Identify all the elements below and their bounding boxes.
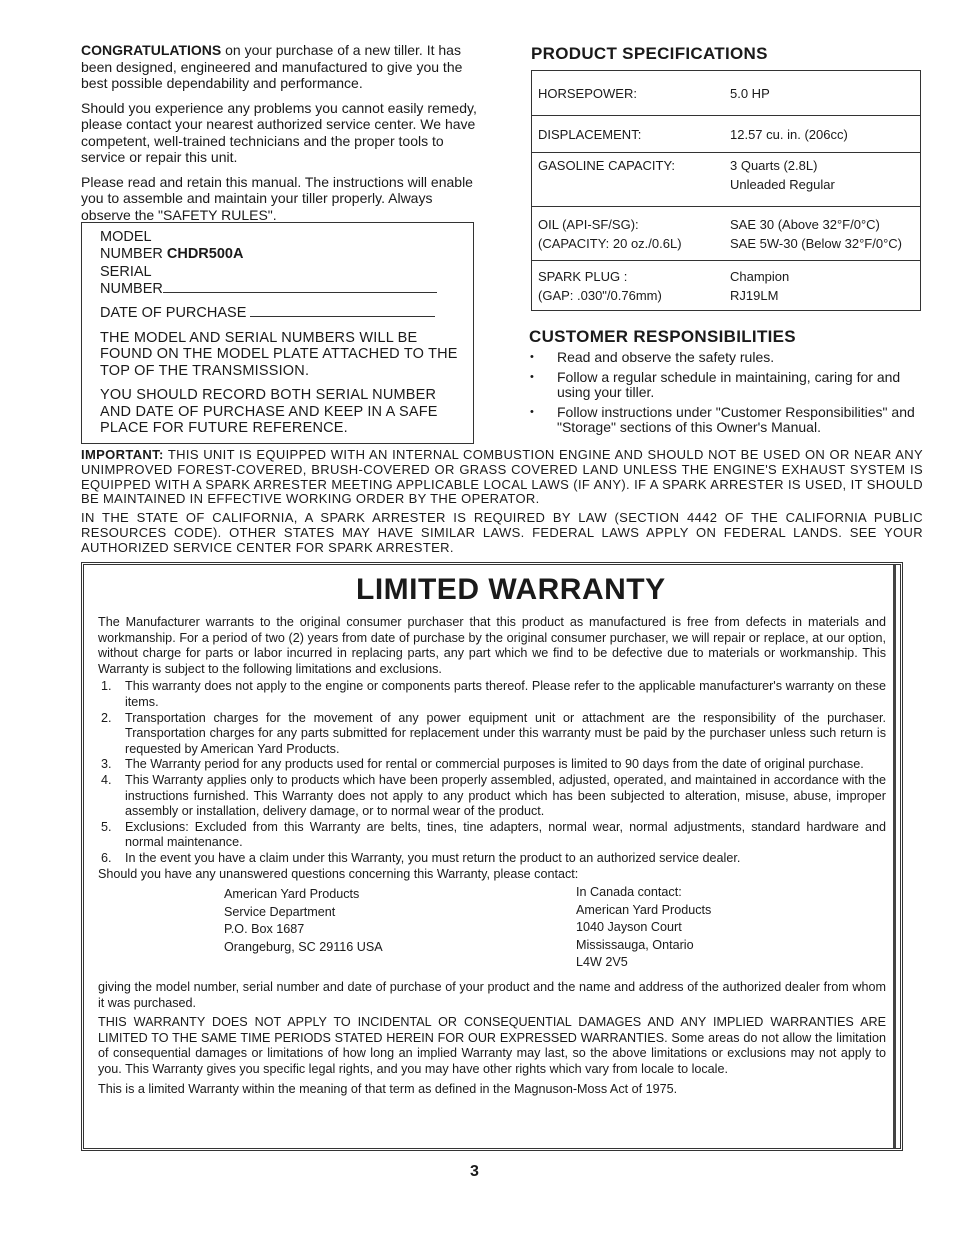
- contact-line: Should you have any unanswered questions concerning this Warranty, please contact:: [98, 866, 579, 881]
- plate-location-note: THE MODEL AND SERIAL NUMBERS WILL BE FOUND ON THE MODEL PLATE ATTACHED TO THE TOP OF THE TRANSMISSION.: [100, 329, 458, 379]
- list-item: • Follow instructions under "Customer Responsibilities" and "Storage" sections of this Owner's Manual.: [529, 405, 925, 436]
- model-number-label: NUMBER: [100, 245, 163, 262]
- model-number-row: [100, 246, 460, 263]
- spec-value: 12.57 cu. in. (206cc): [724, 116, 921, 153]
- serial-label: SERIAL: [100, 264, 152, 280]
- list-item: 5. Exclusions: Excluded from this Warranty are belts, tines, tine adapters, normal wear, normal adjustments, standard hardware and normal maintenance.: [101, 819, 886, 850]
- customer-responsibilities-title: CUSTOMER RESPONSIBILITIES: [529, 327, 796, 346]
- intro-text-1: on your purchase of a new tiller. It has been designed, engineered and manufactured to give you the best possible dependability and performance.: [81, 42, 463, 91]
- intro-paragraph-2: Should you experience any problems you cannot easily remedy, please contact your nearest authorized service center. We have competent, well-trained technicians and the proper tools to service or repair this unit.: [81, 99, 477, 165]
- serial-number-line: [163, 281, 437, 293]
- limited-warranty-box: [81, 562, 903, 1151]
- intro-paragraph-1: [81, 42, 479, 92]
- list-item: 4. This Warranty applies only to products which have been properly assembled, adjusted, operated, and maintained in accordance with the instructions furnished. This Warranty does not apply to any product which has been subjected to alteration, misuse, abuse, improper assembly or installation, delivery damage, or to normal wear of the product.: [101, 772, 886, 819]
- spec-row: [532, 116, 921, 153]
- product-specifications-title: PRODUCT SPECIFICATIONS: [531, 44, 768, 63]
- warranty-body: [98, 615, 886, 1099]
- warranty-disclaimer: THIS WARRANTY DOES NOT APPLY TO INCIDENTAL OR CONSEQUENTIAL DAMAGES AND ANY IMPLIED WARRANTIES ARE LIMITED TO THE SAME TIME PERIODS STATED HEREIN FOR OUR EXPRESSED WARRANTIES. Some areas do not allow the limitation of consequential damages or limitations of how long an implied Warranty may last, so the above limitations or exclusions may not apply to you. This Warranty gives you specific legal rights, and you may have other rights which vary from locale to locale.: [98, 1015, 886, 1077]
- intro-section: [81, 42, 479, 231]
- spec-key: SPARK PLUG : (GAP: .030"/0.76mm): [532, 261, 725, 311]
- spec-key: HORSEPOWER:: [538, 85, 637, 101]
- border-bar: [893, 565, 896, 1148]
- warranty-limitations-list: [98, 679, 886, 866]
- date-of-purchase-line: [250, 305, 435, 317]
- magnuson-moss-statement: This is a limited Warranty within the meaning of that term as defined in the Magnuson-Moss Act of 1975.: [98, 1081, 678, 1096]
- list-item: 2. Transportation charges for the movement of any power equipment unit or attachment are the responsibility of the purchaser. Transportation charges for any parts submitted for replacement under this warranty must be paid by the purchaser unless such return is requested by American Yard Products.: [101, 710, 886, 756]
- spec-key: OIL (API-SF/SG): (CAPACITY: 20 oz./0.6L): [532, 207, 725, 261]
- spec-row: [532, 153, 921, 207]
- warranty-intro: The Manufacturer warrants to the original consumer purchaser that this product as manufactured is free from defects in materials and workmanship. For a period of two (2) years from date of purchase by the original consumer purchaser, we will repair or replace, at our option, without charge for parts or labor incurred in replacing parts, any part which we find to be defective due to materials or workmanship. This Warranty is subject to the following limitations and exclusions.: [98, 615, 886, 676]
- spec-key: GASOLINE CAPACITY:: [532, 153, 725, 207]
- after-address-text: giving the model number, serial number and date of purchase of your product and the name and address of the authorized dealer from whom it was purchased.: [98, 980, 886, 1010]
- spec-value: Champion RJ19LM: [724, 261, 921, 311]
- model-number-value: CHDR500A: [166, 245, 244, 262]
- important-label: IMPORTANT:: [81, 447, 164, 462]
- page-number: 3: [470, 1163, 479, 1180]
- record-keeping-note: YOU SHOULD RECORD BOTH SERIAL NUMBER AND DATE OF PURCHASE AND KEEP IN A SAFE PLACE FOR FUTURE REFERENCE.: [100, 387, 438, 436]
- spec-value: 5.0 HP: [730, 85, 770, 101]
- spec-value: SAE 30 (Above 32°F/0°C) SAE 5W-30 (Below 32°F/0°C): [724, 207, 921, 261]
- limited-warranty-title: LIMITED WARRANTY: [356, 573, 666, 606]
- model-serial-box: [81, 222, 474, 444]
- date-of-purchase-label: DATE OF PURCHASE: [100, 305, 247, 321]
- product-specifications-table: [531, 70, 921, 311]
- list-item: 1. This warranty does not apply to the engine or components parts thereof. Please refer to the applicable manufacturer's warranty on these items.: [101, 679, 886, 709]
- us-address: American Yard Products Service Department P.O. Box 1687 Orangeburg, SC 29116 USA: [224, 887, 383, 954]
- spec-row: [532, 71, 921, 116]
- spec-key: DISPLACEMENT:: [532, 116, 725, 153]
- spec-row: [532, 207, 921, 261]
- intro-paragraph-3: Please read and retain this manual. The instructions will enable you to assemble and maintain your tiller properly. Always observe the "SAFETY RULES".: [81, 173, 473, 223]
- spec-row: [532, 261, 921, 311]
- california-notice: IN THE STATE OF CALIFORNIA, A SPARK ARRESTER IS REQUIRED BY LAW (SECTION 4442 OF THE CALIFORNIA PUBLIC RESOURCES CODE). OTHER STATES MAY HAVE SIMILAR LAWS. FEDERAL LAWS APPLY ON FEDERAL LANDS. SEE YOUR AUTHORIZED SERVICE CENTER FOR SPARK ARRESTER.: [81, 510, 923, 555]
- list-item: 6. In the event you have a claim under this Warranty, you must return the product to an authorized service dealer.: [101, 850, 741, 865]
- canada-address: In Canada contact: American Yard Products 1040 Jayson Court Mississauga, Ontario L4W 2V5: [576, 885, 712, 970]
- list-item: • Follow a regular schedule in maintaining, caring for and using your tiller.: [529, 370, 925, 401]
- list-item: 3. The Warranty period for any products used for rental or commercial purposes is limited to 90 days from the date of original purchase.: [101, 757, 864, 772]
- customer-responsibilities-list: [529, 350, 925, 440]
- date-of-purchase-row: [100, 305, 460, 322]
- model-label: MODEL: [100, 229, 152, 245]
- important-notice: [81, 448, 923, 507]
- list-item: • Read and observe the safety rules.: [529, 350, 925, 366]
- spec-value: 3 Quarts (2.8L) Unleaded Regular: [724, 153, 921, 207]
- serial-number-label: NUMBER: [100, 280, 163, 297]
- serial-number-row: [100, 281, 460, 298]
- congratulations-heading: CONGRATULATIONS: [81, 42, 222, 58]
- contact-addresses: [98, 886, 886, 978]
- important-text: THIS UNIT IS EQUIPPED WITH AN INTERNAL COMBUSTION ENGINE AND SHOULD NOT BE USED ON OR NEAR ANY UNIMPROVED FOREST-COVERED, BRUSH-COVERED OR GRASS COVERED LAND UNLESS THE ENGINE'S EXHAUST SYSTEM IS EQUIPPED WITH A SPARK ARRESTER MEETING APPLICABLE LOCAL LAWS (IF ANY). IF A SPARK ARRESTER IS USED, IT SHOULD BE MAINTAINED IN EFFECTIVE WORKING ORDER BY THE OPERATOR.: [81, 447, 923, 507]
